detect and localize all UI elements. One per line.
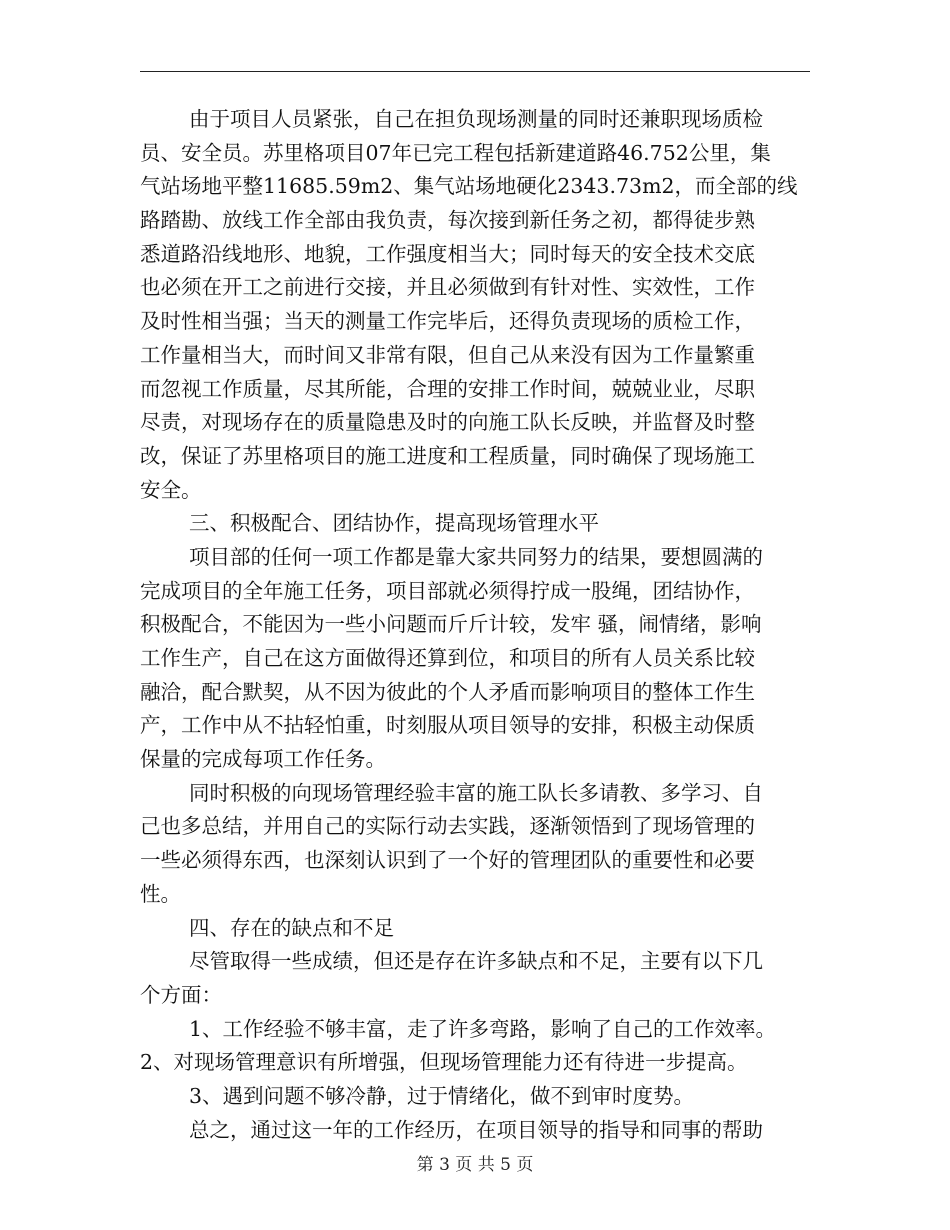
text-line: 保量的完成每项工作任务。 — [140, 747, 386, 772]
text-line: 悉道路沿线地形、地貌，工作强度相当大；同时每天的安全技术交底 — [140, 241, 755, 266]
text-line: 安全。 — [140, 477, 202, 502]
text-line: 工作量相当大，而时间又非常有限，但自己从来没有因为工作量繁重 — [140, 342, 755, 367]
page-footer: 第 3 页 共 5 页 — [416, 1155, 534, 1175]
text-line: 2、对现场管理意识有所增强，但现场管理能力还有待进一步提高。 — [140, 1050, 748, 1075]
text-line: 路踏勘、放线工作全部由我负责，每次接到新任务之初，都得徒步熟 — [140, 208, 755, 233]
text-line: 而忽视工作质量，尽其所能，合理的安排工作时间，兢兢业业，尽职 — [140, 376, 755, 401]
text-line: 也必须在开工之前进行交接，并且必须做到有针对性、实效性，工作 — [140, 275, 755, 300]
text-line: 四、存在的缺点和不足 — [189, 915, 394, 940]
text-line: 气站场地平整11685.59m2、集气站场地硬化2343.73m2，而全部的线 — [140, 174, 798, 199]
text-line: 完成项目的全年施工任务，项目部就必须得拧成一股绳，团结协作， — [140, 578, 755, 603]
text-line: 改，保证了苏里格项目的施工进度和工程质量，同时确保了现场施工 — [140, 443, 755, 468]
header-rule — [140, 71, 810, 72]
text-line: 3、遇到问题不够冷静，过于情绪化，做不到审时度势。 — [189, 1083, 695, 1108]
text-line: 产，工作中从不拈轻怕重，时刻服从项目领导的安排，积极主动保质 — [140, 713, 755, 738]
text-line: 工作生产，自己在这方面做得还算到位，和项目的所有人员关系比较 — [140, 646, 755, 670]
text-line: 尽管取得一些成绩，但还是存在许多缺点和不足，主要有以下几 — [189, 949, 763, 974]
text-line: 1、工作经验不够丰富，走了许多弯路，影响了自己的工作效率。 — [189, 1016, 777, 1041]
text-line: 项目部的任何一项工作都是靠大家共同努力的结果，要想圆满的 — [189, 544, 763, 569]
text-line: 同时积极的向现场管理经验丰富的施工队长多请教、多学习、自 — [189, 780, 763, 805]
text-line: 个方面： — [140, 982, 222, 1007]
text-line: 员、安全员。苏里格项目07年已完工程包括新建道路46.752公里，集 — [140, 140, 771, 165]
text-line: 融洽，配合默契，从不因为彼此的个人矛盾而影响项目的整体工作生 — [140, 679, 755, 704]
text-line: 尽责，对现场存在的质量隐患及时的向施工队长反映，并监督及时整 — [140, 410, 755, 435]
document-body — [140, 103, 810, 1147]
text-line: 三、积极配合、团结协作，提高现场管理水平 — [189, 511, 599, 536]
text-line: 由于项目人员紧张，自己在担负现场测量的同时还兼职现场质检 — [189, 107, 763, 131]
text-line: 性。 — [140, 881, 181, 906]
text-line: 己也多总结，并用自己的实际行动去实践，逐渐领悟到了现场管理的 — [140, 814, 755, 839]
text-line: 积极配合，不能因为一些小问题而斤斤计较，发牢 骚，闹情绪，影响 — [140, 612, 762, 637]
text-line: 一些必须得东西，也深刻认识到了一个好的管理团队的重要性和必要 — [140, 848, 755, 873]
text-line: 及时性相当强；当天的测量工作完毕后，还得负责现场的质检工作， — [140, 309, 755, 334]
text-line: 总之，通过这一年的工作经历，在项目领导的指导和同事的帮助 — [189, 1117, 763, 1142]
